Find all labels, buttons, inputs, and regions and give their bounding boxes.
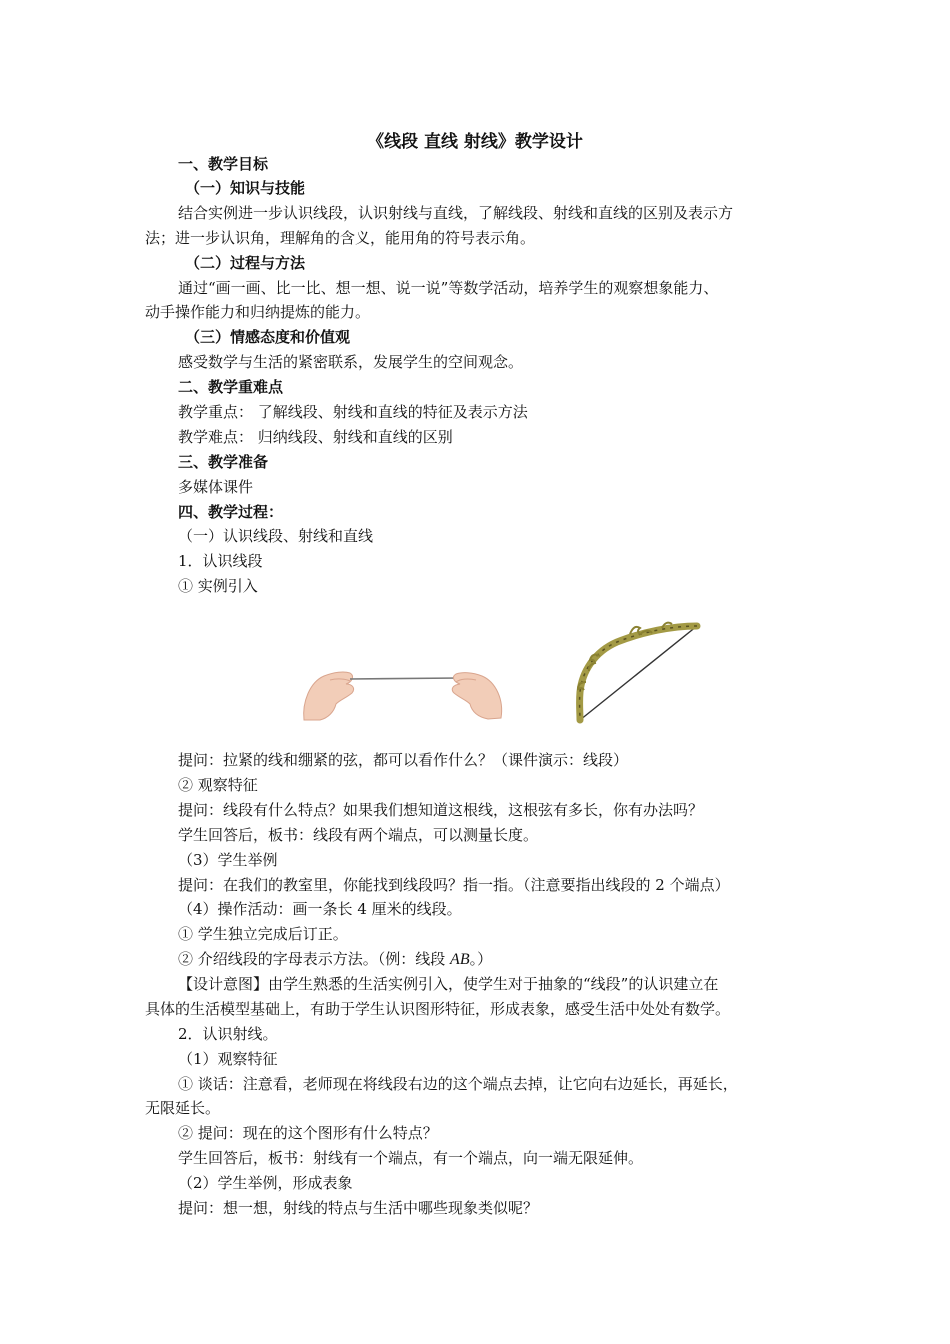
paragraph-line: 2．认识射线。 [178, 1025, 278, 1043]
paragraph-line: ① 学生独立完成后订正。 [178, 925, 348, 943]
paragraph-line: ① 谈话：注意看，老师现在将线段右边的这个端点去掉，让它向右边延长，再延长， [178, 1075, 738, 1093]
paragraph-line: 感受数学与生活的紧密联系，发展学生的空间观念。 [178, 353, 524, 371]
example-close: 。） [469, 950, 493, 968]
paragraph-line: 结合实例进一步认识线段，认识射线与直线，了解线段、射线和直线的区别及表示方 [178, 204, 734, 222]
design-intent-line: 【设计意图】由学生熟悉的生活实例引入，使学生对于抽象的“线段”的认识建立在 [178, 975, 719, 993]
paragraph-line: （一）认识线段、射线和直线 [178, 527, 374, 545]
paragraph-line: 具体的生活模型基础上，有助于学生认识图形特征，形成表象，感受生活中处处有数学。 [145, 1000, 731, 1018]
section-heading: 一、教学目标 [178, 155, 269, 173]
paragraph-line: 教学重点： 了解线段、射线和直线的特征及表示方法 [178, 403, 528, 421]
left-hand-icon [304, 672, 354, 720]
section-heading: 三、教学准备 [178, 453, 269, 471]
paragraph-line: 1．认识线段 [178, 552, 263, 570]
right-hand-icon [452, 673, 501, 719]
paragraph-line: 动手操作能力和归纳提炼的能力。 [145, 303, 371, 321]
paragraph-line: （2）学生举例，形成表象 [178, 1174, 353, 1192]
subsection-heading: （一）知识与技能 [185, 179, 306, 197]
paragraph-line: （1）观察特征 [178, 1050, 278, 1068]
paragraph-line: ① 实例引入 [178, 577, 258, 595]
paragraph-line: 提问：在我们的教室里，你能找到线段吗？指一指。（注意要指出线段的 2 个端点） [178, 876, 730, 894]
paragraph-line: 法；进一步认识角，理解角的含义，能用角的符号表示角。 [145, 229, 536, 247]
paragraph-line [178, 947, 492, 971]
subsection-heading: （三）情感态度和价值观 [185, 328, 351, 346]
string-line [350, 678, 460, 679]
paragraph-line: 学生回答后，板书：射线有一个端点，有一个端点，向一端无限延伸。 [178, 1149, 644, 1167]
paragraph-line: 提问：拉紧的线和绷紧的弦，都可以看作什么？（课件演示：线段） [178, 751, 629, 769]
paragraph-line: ② 提问：现在的这个图形有什么特点？ [178, 1124, 438, 1142]
subsection-heading: （二）过程与方法 [185, 254, 306, 272]
document-title: 《线段 直线 射线》教学设计 [367, 132, 583, 152]
paragraph-line: （3）学生举例 [178, 851, 278, 869]
paragraph-line: 教学难点： 归纳线段、射线和直线的区别 [178, 428, 453, 446]
paragraph-line: 通过“画一画、比一比、想一想、说一说”等数学活动，培养学生的观察想象能力、 [178, 279, 719, 297]
section-heading: 四、教学过程： [178, 503, 284, 521]
paragraph-line: 无限延长。 [145, 1099, 221, 1117]
bow-string-line [580, 626, 697, 720]
paragraph-line: 提问：线段有什么特点？如果我们想知道这根线，这根弦有多长，你有办法吗？ [178, 801, 704, 819]
paragraph-line: 提问：想一想，射线的特点与生活中哪些现象类似呢？ [178, 1199, 539, 1217]
taut-string-hands-illustration [300, 660, 505, 722]
segment-label-ab: AB [450, 951, 470, 968]
paragraph-line: ② 观察特征 [178, 776, 258, 794]
example-text: ② 介绍线段的字母表示方法。（例：线段 [178, 950, 451, 968]
section-heading: 二、教学重难点 [178, 378, 284, 396]
paragraph-line: （4）操作活动：画一条长 4 厘米的线段。 [178, 900, 462, 918]
paragraph-line: 学生回答后，板书：线段有两个端点，可以测量长度。 [178, 826, 539, 844]
bow-illustration [572, 612, 702, 724]
paragraph-line: 多媒体课件 [178, 478, 254, 496]
